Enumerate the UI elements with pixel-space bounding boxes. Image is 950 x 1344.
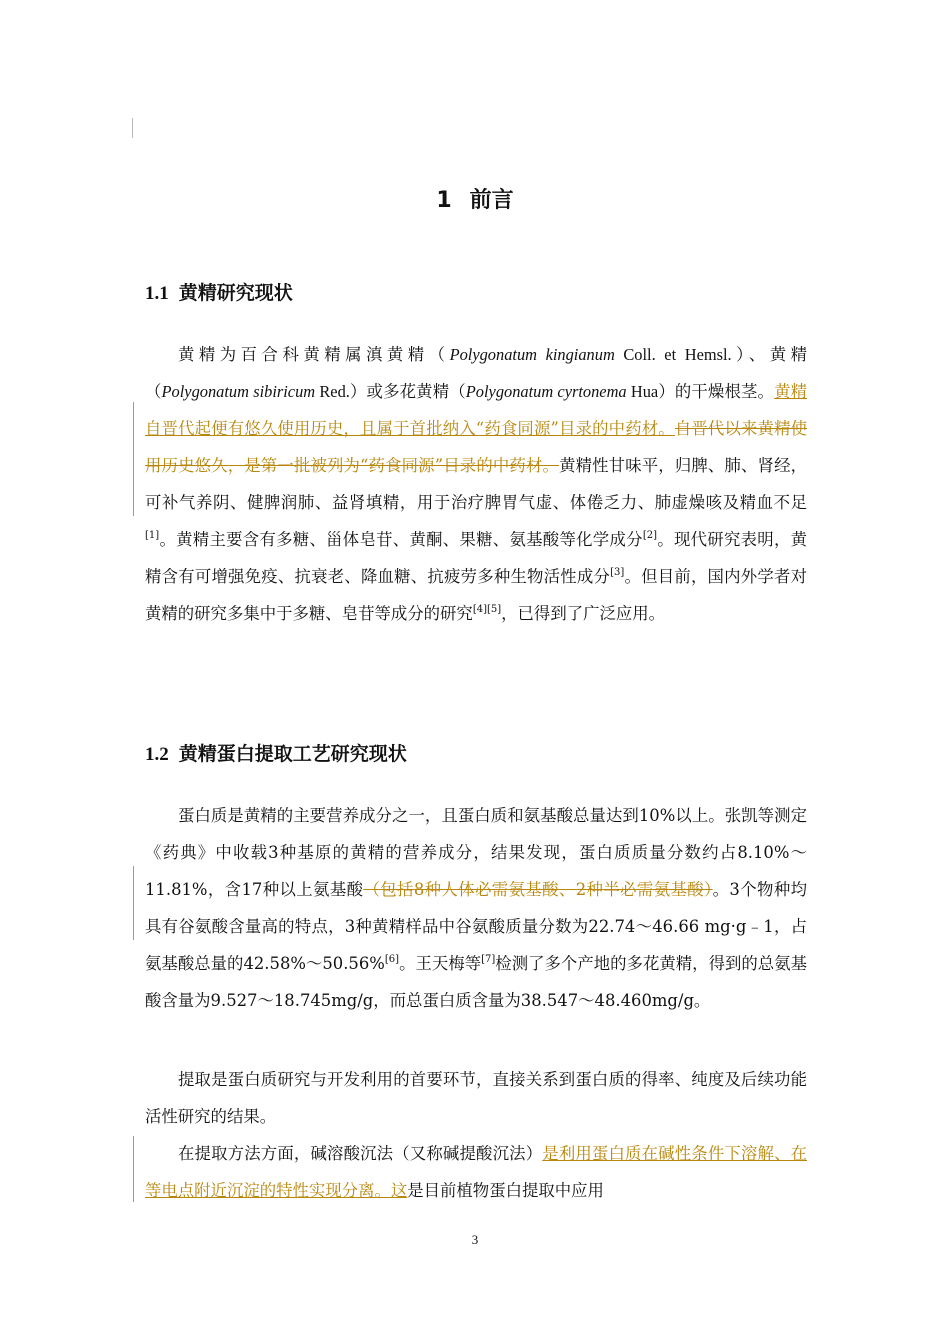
text-run: 在提取方法方面，碱溶酸沉法（又称碱提酸沉法） <box>178 1144 543 1163</box>
section-title: 黄精蛋白提取工艺研究现状 <box>178 743 407 765</box>
species-name: Polygonatum sibiricum <box>161 382 316 401</box>
section-heading-1-1 <box>145 278 293 305</box>
tracked-insertion[interactable]: 是利用蛋白质在碱性条件下溶解、在等电点附近沉淀的特性实现分离。这 <box>145 1144 808 1200</box>
chapter-heading <box>0 183 950 214</box>
margin-crop-mark <box>132 118 133 138</box>
page-number: 3 <box>471 1232 479 1247</box>
citation-ref[interactable]: [4][5] <box>472 604 502 615</box>
species-authority: Coll. et Hemsl. <box>614 345 732 364</box>
revision-change-bar <box>133 1136 134 1202</box>
species-name: Polygonatum kingianum <box>449 345 615 364</box>
section-title: 黄精研究现状 <box>178 282 293 304</box>
text-run: 黄精为百合科黄精属滇黄精（ <box>178 345 450 364</box>
tracked-deletion[interactable]: 自晋代以来黄精使用历史悠久，是第一批被列为“药食同源”目录的中药材。 <box>145 419 808 475</box>
text-run: 蛋白质是黄精的主要营养成分之一，且蛋白质和氨基酸总量达到10%以上。张凯等测定《药典》中收载3种基原的黄精的营养成分，结果发现，蛋白质质量分数约占8.10%～11.81%，含17种以上氨基酸 <box>145 806 807 899</box>
text-run: 黄精性甘味平，归脾、肺、肾经，可补气养阴、健脾润肺、益肾填精，用于治疗脾胃气虚、体倦乏力、肺虚燥咳及精血不足 <box>145 456 808 512</box>
citation-ref[interactable]: [3] <box>610 567 625 578</box>
section-number: 1.1 <box>145 283 169 304</box>
text-run: ）、黄精（ <box>145 345 807 401</box>
tracked-insertion[interactable]: 黄精自晋代起便有悠久使用历史，且属于首批纳入“药食同源”目录的中药材。 <box>145 382 808 438</box>
paragraph-protein-content <box>145 797 807 1019</box>
revision-change-bar <box>133 402 134 516</box>
text-run: 。黄精主要含有多糖、甾体皂苷、黄酮、果糖、氨基酸等化学成分 <box>159 530 643 549</box>
chapter-title: 前言 <box>469 188 514 213</box>
section-number: 1.2 <box>145 744 169 765</box>
text-run: 。王天梅等 <box>399 954 482 973</box>
paragraph-extraction-method <box>145 1135 807 1209</box>
species-name: Polygonatum cyrtonema <box>465 382 627 401</box>
paragraph-extraction: 提取是蛋白质研究与开发利用的首要环节，直接关系到蛋白质的得率、纯度及后续功能活性研究的结果。 <box>145 1070 807 1126</box>
text-run: 检测了多个产地的多花黄精，得到的总氨基酸含量为9.527～18.745mg/g，而总蛋白质含量为38.547～48.460mg/g。 <box>145 954 808 1010</box>
text-run: 是目前植物蛋白提取中应用 <box>407 1181 604 1200</box>
citation-ref[interactable]: [1] <box>145 530 160 541</box>
text-run: 。现代研究表明，黄精含有可增强免疫、抗衰老、降血糖、抗疲劳多种生物活性成分 <box>145 530 808 586</box>
chapter-number: 1 <box>436 188 452 213</box>
section-heading-1-2 <box>145 739 407 766</box>
paragraph-huangjing-status <box>145 336 807 632</box>
citation-ref[interactable]: [2] <box>642 530 657 541</box>
text-run: ）的干燥根茎。 <box>658 382 775 401</box>
text-run: ，已得到了广泛应用。 <box>501 604 666 623</box>
citation-ref[interactable]: [7] <box>481 954 496 965</box>
text-run: ）或多花黄精（ <box>349 382 466 401</box>
text-run: 。但目前，国内外学者对黄精的研究多集中于多糖、皂苷等成分的研究 <box>145 567 808 623</box>
tracked-deletion[interactable]: （包括8种人体必需氨基酸、2种半必需氨基酸） <box>363 880 713 899</box>
species-authority: Hua <box>626 382 659 401</box>
revision-change-bar <box>133 866 134 940</box>
text-run: 。3个物种均具有谷氨酸含量高的特点，3种黄精样品中谷氨酸质量分数为22.74～46.66 mg·g﹣1，占氨基酸总量的42.58%～50.56% <box>145 880 808 973</box>
citation-ref[interactable]: [6] <box>384 954 400 965</box>
species-authority: Red. <box>315 382 350 401</box>
